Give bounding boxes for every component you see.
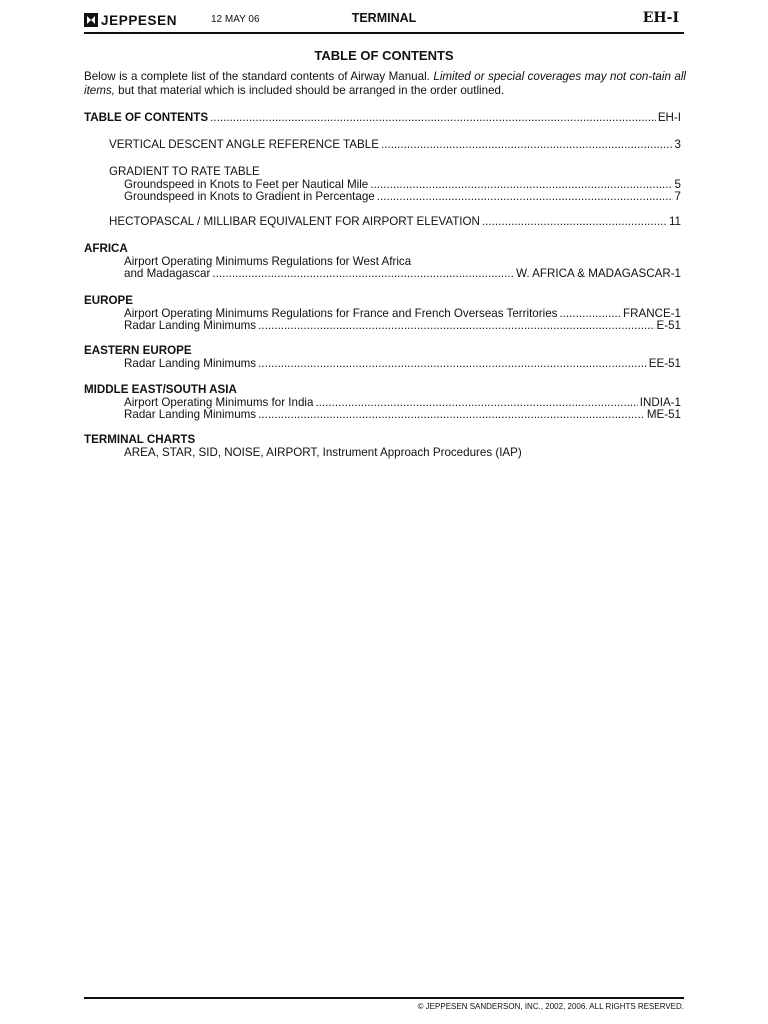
terminal-charts-entry: AREA, STAR, SID, NOISE, AIRPORT, Instrument Approach Procedures (IAP) (124, 446, 522, 459)
intro-paragraph (84, 70, 686, 98)
entry-title: Radar Landing Minimums (124, 319, 257, 332)
entry-title: Groundspeed in Knots to Feet per Nautical Mile (124, 178, 369, 191)
page-code: EH-I (642, 10, 679, 26)
intro-italic-text: Limited or special coverages may not con-tain all items, (84, 70, 686, 97)
section-heading-europe: EUROPE (84, 294, 133, 307)
section-heading-terminal-charts: TERMINAL CHARTS (84, 433, 196, 446)
dot-leader (381, 138, 673, 151)
toc-entry-vertical-descent-angle[interactable] (109, 138, 681, 151)
entry-page: FRANCE-1 (623, 307, 681, 320)
section-heading-africa: AFRICA (84, 242, 128, 255)
entry-title: TABLE OF CONTENTS (84, 111, 209, 124)
africa-entry-line1: Airport Operating Minimums Regulations for West Africa (124, 255, 412, 268)
copyright-footer: © JEPPESEN SANDERSON, INC., 2002, 2006. ALL RIGHTS RESERVED. (417, 1002, 684, 1011)
dot-leader (210, 111, 656, 124)
intro-text-end: but that material which is included should be arranged in the order outlined. (114, 84, 505, 97)
dot-leader (482, 215, 667, 228)
toc-entry-eastern-europe-radar[interactable] (124, 357, 681, 370)
intro-text: Below is a complete list of the standard contents of Airway Manual. (84, 70, 434, 83)
dot-leader (258, 357, 647, 370)
entry-title: VERTICAL DESCENT ANGLE REFERENCE TABLE (109, 138, 379, 151)
footer-rule (84, 997, 684, 999)
page-header (84, 10, 684, 34)
entry-page: ME-51 (646, 408, 681, 421)
entry-page: E-51 (656, 319, 681, 332)
toc-entry-europe-radar[interactable] (124, 319, 681, 332)
dot-leader (212, 267, 514, 280)
toc-entry-table-of-contents[interactable] (84, 111, 681, 124)
header-date: 12 MAY 06 (211, 14, 260, 25)
dot-leader (258, 319, 654, 332)
entry-title: HECTOPASCAL / MILLIBAR EQUIVALENT FOR AIRPORT ELEVATION (109, 215, 480, 228)
entry-page: INDIA-1 (639, 396, 681, 409)
logo-text: JEPPESEN (101, 12, 178, 28)
entry-page: EH-I (657, 111, 681, 124)
entry-title: Airport Operating Minimums for India (124, 396, 314, 409)
entry-title: Airport Operating Minimums Regulations for France and French Overseas Territories (124, 307, 558, 320)
section-heading-middle-east: MIDDLE EAST/SOUTH ASIA (84, 383, 237, 396)
toc-entry-groundspeed-percentage[interactable] (124, 190, 681, 203)
entry-page: EE-51 (648, 357, 681, 370)
entry-page: 5 (674, 178, 681, 191)
toc-entry-middle-east-radar[interactable] (124, 408, 681, 421)
gradient-heading: GRADIENT TO RATE TABLE (109, 165, 260, 178)
entry-page: 11 (668, 215, 681, 228)
section-heading-eastern-europe: EASTERN EUROPE (84, 344, 192, 357)
entry-title: Radar Landing Minimums (124, 357, 257, 370)
header-title: TERMINAL (351, 11, 417, 25)
toc-entry-hectopascal[interactable] (109, 215, 681, 228)
toc-entry-west-africa[interactable] (124, 267, 681, 280)
dot-leader (258, 408, 645, 421)
entry-page: 7 (674, 190, 681, 203)
entry-title: Groundspeed in Knots to Gradient in Percentage (124, 190, 375, 203)
entry-page: W. AFRICA & MADAGASCAR-1 (516, 267, 681, 280)
entry-title: and Madagascar (124, 267, 211, 280)
entry-title: Radar Landing Minimums (124, 408, 257, 421)
page-title: TABLE OF CONTENTS (314, 48, 454, 63)
entry-page: 3 (674, 138, 681, 151)
dot-leader (377, 190, 673, 203)
